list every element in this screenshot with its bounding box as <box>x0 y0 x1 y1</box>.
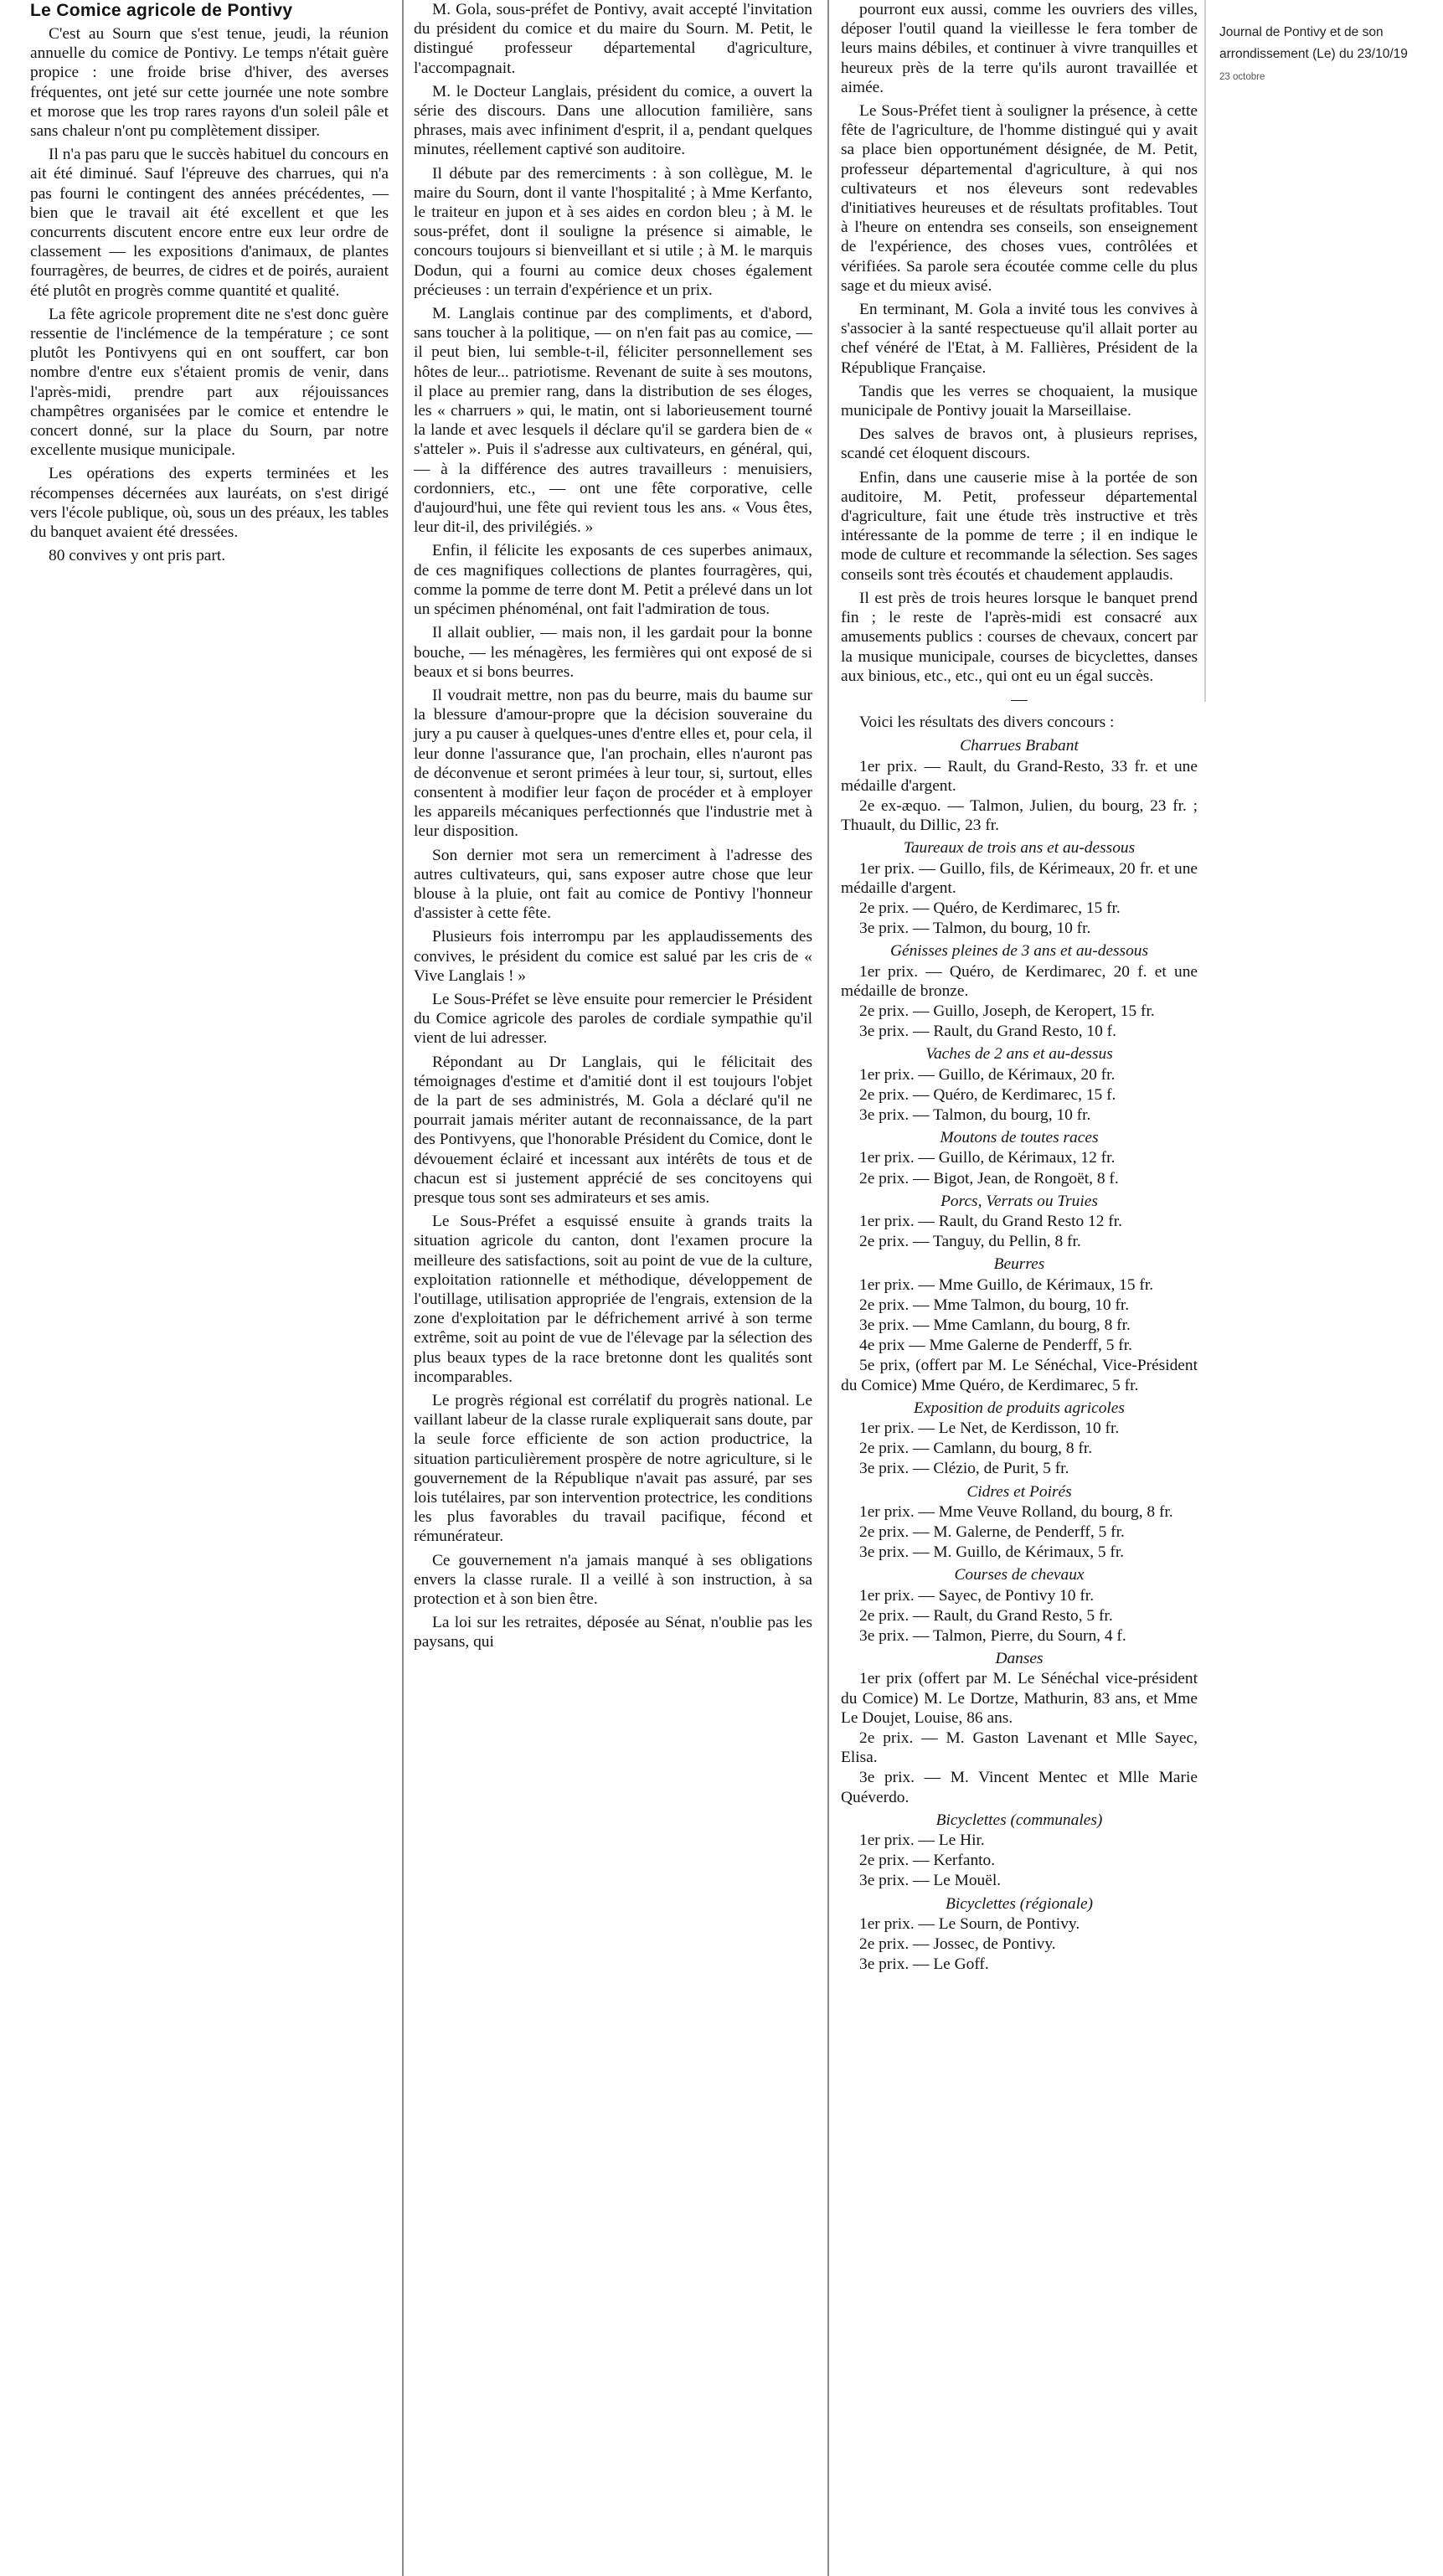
results-entry: 2e prix. — Tanguy, du Pellin, 8 fr. <box>859 1233 1081 1251</box>
paragraph: Il débute par des remerciments : à son collègue, M. le maire du Sourn, dont il vante l'hospitalité ; à Mme Kerfanto, le traiteur en jupon et à ses aides en cordon bleu ; à M. le sous-préfet, dont il souligne la présence si aimable, le concours toujours si bienveillant et si utile ; à M. le marquis Dodun, qui a fourni au comice deux choses également précieuses : un terrain d'expérience et un prix. <box>414 164 812 299</box>
paragraph: Son dernier mot sera un remerciment à l'adresse des autres cultivateurs, qui, sans exposer autre chose que leur blouse à la pluie, ont fait au comice de Pontivy l'honneur d'assister à cette fête. <box>414 846 812 923</box>
paragraph: Tandis que les verres se choquaient, la musique municipale de Pontivy jouait la Marseillaise. <box>841 382 1198 420</box>
results-entry: 1er prix. — Le Hir. <box>859 1832 985 1850</box>
source-title: Journal de Pontivy et de son arrondissement (Le) du 23/10/19 <box>1219 25 1408 61</box>
paragraph: La fête agricole proprement dite ne s'est donc guère ressentie de l'inclémence de la température ; ce sont plutôt les Pontivyens qui en ont souffert, car bon nombre d'entre eux s'étaient promis de venir, dans l'après-midi, prendre part aux réjouissances champêtres organisées par le comice et entendre le concert donné, sur la place du Sourn, par notre excellente musique municipale. <box>30 305 389 460</box>
results-intro: Voici les résultats des divers concours : <box>859 714 1115 732</box>
results-entry: 2e prix. — Mme Talmon, du bourg, 10 fr. <box>859 1296 1130 1314</box>
results-entry: 1er prix. — Quéro, de Kerdimarec, 20 f. et une médaille de bronze. <box>841 962 1198 1000</box>
results-entry: 3e prix. — Rault, du Grand Resto, 10 f. <box>859 1023 1116 1041</box>
results-entry: 2e prix. — Quéro, de Kerdimarec, 15 f. <box>859 1085 1116 1104</box>
paragraph: 80 convives y ont pris part. <box>49 547 226 565</box>
results-entry: 1er prix. — Rault, du Grand Resto 12 fr. <box>859 1212 1122 1230</box>
results-entry: 1er prix. — Rault, du Grand-Resto, 33 fr. et une médaille d'argent. <box>841 757 1198 795</box>
source-metadata <box>1219 22 1437 82</box>
results-entry: 3e prix. — Le Goff. <box>859 1955 989 1974</box>
paragraph: M. Langlais continue par des compliments, et d'abord, sans toucher à la politique, — on n'en fait pas au comice, — il peut bien, lui semble-t-il, féliciter personnellement ses hôtes de leur... patriotisme. Revenant de suite à ses moutons, il place au premier rang, dans la distribution de ses éloges, les « charruers » qui, le matin, ont si laborieusement tourné la lande et avec lesquels il déclare qu'il se gardera bien de « s'atteler ». Puis il s'adresse aux cultivateurs, en général, qui, — à la différence des autres travailleurs : menuisiers, cordonniers, etc., — ont une fête corporative, celle d'aujourd'hui, une fête qui revient tous les ans. « Vous êtes, leur dit-il, des privilégiés. » <box>414 305 812 537</box>
results-entry: 1er prix. — Guillo, de Kérimaux, 12 fr. <box>859 1149 1116 1167</box>
results-entry: 2e prix. — M. Galerne, de Penderff, 5 fr. <box>859 1523 1125 1542</box>
section-separator: — <box>1011 690 1028 708</box>
paragraph: Les opérations des experts terminées et les récompenses décernées aux lauréats, on s'est dirigé vers l'école publique, où, sous un des préaux, les tables du banquet avaient été dressées. <box>30 465 389 542</box>
source-date: 23 octobre <box>1219 72 1265 82</box>
article-column-3 <box>841 0 1198 1976</box>
paragraph: Enfin, dans une causerie mise à la portée de son auditoire, M. Petit, professeur départemental d'agriculture, fait une étude très instructive et très intéressante de la pomme de terre ; il en indique le mode de culture et recommande la sélection. Ses sages conseils sont très écoutés et chaudement applaudis. <box>841 468 1198 584</box>
results-entry: 3e prix. — Clézio, de Purit, 5 fr. <box>859 1460 1069 1478</box>
paragraph: Ce gouvernement n'a jamais manqué à ses obligations envers la classe rurale. Il a veillé à son instruction, à sa protection et à son bien être. <box>414 1551 812 1609</box>
paragraph: La loi sur les retraites, déposée au Sénat, n'oublie pas les paysans, qui <box>414 1614 812 1651</box>
paragraph: Le Sous-Préfet tient à souligner la présence, à cette fête de l'agriculture, de l'homme distingué qui y avait sa place bien opportunément désignée, de M. Petit, professeur départemental d'agriculture, à qui nos cultivateurs et nos éleveurs sont redevables d'initiatives heureuses et de résultats profitables. Tout à l'heure on entendra ses conseils, son enseignement de l'expérience, des choses vues, contrôlées et vérifiées. Sa parole sera écoutée comme celle du plus sage et du mieux avisé. <box>841 102 1198 295</box>
results-entry: 1er prix. — Guillo, de Kérimaux, 20 fr. <box>859 1065 1116 1084</box>
paragraph: En terminant, M. Gola a invité tous les convives à s'associer à la santé respectueuse qu'il allait porter au chef vénéré de l'Etat, à M. Fallières, Président de la République Française. <box>841 301 1198 377</box>
paragraph: Plusieurs fois interrompu par les applaudissements des convives, le président du comice est salué par les cris de « Vive Langlais ! » <box>414 928 812 985</box>
paragraph: Il n'a pas paru que le succès habituel du concours en ait été diminué. Sauf l'épreuve des charrues, qui n'a pas fourni le contingent des années précédentes, — bien que le travail ait été excellent et que les concurrents discutent encore entre eux leur ordre de classement — les expositions d'animaux, de plantes fourragères, de beurres, de cidres et de poirés, auraient été plutôt en progrès comme quantité et qualité. <box>30 146 389 300</box>
paragraph: Le progrès régional est corrélatif du progrès national. Le vaillant labeur de la classe rurale expliquerait sans doute, par la seule force efficiente de son action productrice, la situation particulièrement prospère de notre agriculture, si le gouvernement de la République n'avait pas assuré, par ses lois tutélaires, par son intervention protectrice, les conditions les plus favorables du travail pacifique, fécond et rémunérateur. <box>414 1392 812 1546</box>
results-entry: 3e prix. — M. Vincent Mentec et Mlle Marie Quéverdo. <box>841 1769 1198 1806</box>
results-entry: 2e prix. — Jossec, de Pontivy. <box>859 1935 1056 1954</box>
results-entry: 2e ex-æquo. — Talmon, Julien, du bourg, 23 fr. ; Thuault, du Dillic, 23 fr. <box>841 796 1198 835</box>
paragraph: Des salves de bravos ont, à plusieurs reprises, scandé cet éloquent discours. <box>841 425 1198 463</box>
paragraph: Le Sous-Préfet a esquissé ensuite à grands traits la situation agricole du canton, dont l'examen procure la meilleure des satisfactions, soit au point de vue de la culture, exploitation rationnelle et méthodique, développement de l'outillage, utilisation appropriée de l'engrais, extension de la zone d'exploitation par le défrichement arrivé à son terme extrême, soit au point de vue de l'élevage par la sélection des plus beaux types de la race bretonne dont les qualités sont incomparables. <box>414 1213 812 1386</box>
results-category: Porcs, Verrats ou Truies <box>941 1192 1098 1210</box>
results-entry: 3e prix. — Talmon, Pierre, du Sourn, 4 f. <box>859 1627 1126 1646</box>
results-category: Génisses pleines de 3 ans et au-dessous <box>889 942 1149 961</box>
results-entry: 1er prix. — Mme Veuve Rolland, du bourg, 8 fr. <box>859 1502 1173 1521</box>
results-entry: 1er prix. — Sayec, de Pontivy 10 fr. <box>859 1586 1095 1605</box>
results-category: Bicyclettes (communales) <box>935 1811 1103 1829</box>
results-category: Beurres <box>993 1255 1045 1274</box>
results-category: Courses de chevaux <box>954 1566 1085 1584</box>
results-entry: 2e prix. — Rault, du Grand Resto, 5 fr. <box>859 1606 1113 1625</box>
results-category: Vaches de 2 ans et au-dessus <box>925 1045 1113 1064</box>
paragraph: Le Sous-Préfet se lève ensuite pour remercier le Président du Comice agricole des paroles de cordiale sympathie qu'il vient de lui adresser. <box>414 990 812 1048</box>
article-column-1 <box>30 0 389 569</box>
results-entry: 1er prix. — Mme Guillo, de Kérimaux, 15 fr. <box>859 1275 1154 1294</box>
results-entry: 2e prix. — Guillo, Joseph, de Keropert, 15 fr. <box>859 1002 1155 1020</box>
article-clipping-edge <box>1204 0 1206 702</box>
paragraph: M. le Docteur Langlais, président du comice, a ouvert la série des discours. Dans une allocution familière, sans phrases, mais avec infiniment d'esprit, il a, pendant quelques minutes, réellement captivé son auditoire. <box>414 82 812 159</box>
results-entry: 3e prix. — Le Mouël. <box>859 1872 1002 1890</box>
paragraph: Il est près de trois heures lorsque le banquet prend fin ; le reste de l'après-midi est consacré aux amusements publics : courses de chevaux, concert par la musique municipale, courses de bicyclettes, danses aux binious, etc., etc., qui ont eu un égal succès. <box>841 589 1198 685</box>
paragraph: M. Gola, sous-préfet de Pontivy, avait accepté l'invitation du président du comice et du maire du Sourn. M. Petit, le distingué professeur départemental d'agriculture, l'accompagnait. <box>414 1 812 77</box>
results-entry: 1er prix (offert par M. Le Sénéchal vice-président du Comice) M. Le Dortze, Mathurin, 83 ans, et Mme Le Doujet, Louise, 86 ans. <box>841 1670 1198 1727</box>
results-list <box>841 736 1198 1974</box>
paragraph: Répondant au Dr Langlais, qui le félicitait des témoignages d'estime et d'amitié dont il est toujours l'objet de la part de ses administrés, M. Gola a déclaré qu'il ne pourrait jamais mériter autant de reconnaissance, de la part des Pontivyens, que l'honorable Président du Comice, dont le dévouement éclairé et incessant aux intérêts de tous et de chacun est si justement apprécié de ses concitoyens qui presque tous sont ses admirateurs et ses amis. <box>414 1053 812 1207</box>
results-category: Moutons de toutes races <box>940 1129 1099 1147</box>
results-category: Charrues Brabant <box>960 737 1079 755</box>
results-entry: 1er prix. — Le Net, de Kerdisson, 10 fr. <box>859 1419 1120 1438</box>
results-entry: 2e prix. — M. Gaston Lavenant et Mlle Sayec, Elisa. <box>841 1729 1198 1767</box>
paragraph: Enfin, il félicite les exposants de ces superbes animaux, de ces magnifiques collections de plantes fourragères, qui, comme la pomme de terre dont M. Petit a prélevé dans un lot un spécimen phénoménal, ont fait l'admiration de tous. <box>414 542 812 619</box>
results-entry: 3e prix. — Talmon, du bourg, 10 fr. <box>859 920 1091 938</box>
results-entry: 3e prix. — Talmon, du bourg, 10 fr. <box>859 1105 1091 1124</box>
results-entry: 3e prix. — M. Guillo, de Kérimaux, 5 fr. <box>859 1543 1125 1562</box>
results-entry: 2e prix. — Camlann, du bourg, 8 fr. <box>859 1440 1093 1458</box>
results-entry: 2e prix. — Kerfanto. <box>859 1852 996 1870</box>
results-category: Exposition de produits agricoles <box>914 1399 1125 1417</box>
results-entry: 1er prix. — Le Sourn, de Pontivy. <box>859 1914 1080 1933</box>
paragraph: Il voudrait mettre, non pas du beurre, mais du baume sur la blessure d'amour-propre que la décision souveraine du jury a pu causer à quelques-unes d'entre elles et, pour cela, il leur donne l'assurance que, l'an prochain, elles n'auront pas de déconvenue et seront primées à leur tour, si, surtout, elles consentent à modifier leur façon de procéder et à employer les appareils mécaniques perfectionnés que l'industrie met à leur disposition. <box>414 686 812 841</box>
paragraph: pourront eux aussi, comme les ouvriers des villes, déposer l'outil quand la vieillesse le fera tomber de leurs mains débiles, et continuer à vivre tranquilles et heureux près de la terre qu'ils auront travaillée et aimée. <box>841 1 1198 96</box>
results-entry: 4e prix — Mme Galerne de Penderff, 5 fr. <box>859 1337 1132 1355</box>
paragraph: C'est au Sourn que s'est tenue, jeudi, la réunion annuelle du comice de Pontivy. Le temps n'était guère propice : une froide brise d'hiver, des averses fréquentes, ont jeté sur cette journée une note sombre et morose que les trop rares rayons d'un soleil pâle et sans chaleur n'ont pu complètement dissiper. <box>30 25 389 141</box>
results-entry: 3e prix. — Mme Camlann, du bourg, 8 fr. <box>859 1316 1131 1334</box>
results-entry: 5e prix, (offert par M. Le Sénéchal, Vice-Président du Comice) Mme Quéro, de Kerdimarec, 5 fr. <box>841 1357 1198 1394</box>
results-category: Cidres et Poirés <box>966 1482 1072 1501</box>
column-rule <box>402 0 404 2576</box>
results-category: Taureaux de trois ans et au-dessous <box>903 839 1136 858</box>
article-column-2 <box>414 0 812 1656</box>
column-rule <box>827 0 829 2576</box>
paragraph: Il allait oublier, — mais non, il les gardait pour la bonne bouche, — les ménagères, les fermières qui ont exposé de si beaux et si bons beurres. <box>414 624 812 681</box>
results-entry: 1er prix. — Guillo, fils, de Kérimeaux, 20 fr. et une médaille d'argent. <box>841 859 1198 897</box>
article-headline: Le Comice agricole de Pontivy <box>30 1 293 20</box>
results-category: Bicyclettes (régionale) <box>945 1894 1094 1913</box>
results-category: Danses <box>995 1650 1044 1668</box>
results-entry: 2e prix. — Quéro, de Kerdimarec, 15 fr. <box>859 899 1121 917</box>
results-entry: 2e prix. — Bigot, Jean, de Rongoët, 8 f. <box>859 1169 1119 1188</box>
